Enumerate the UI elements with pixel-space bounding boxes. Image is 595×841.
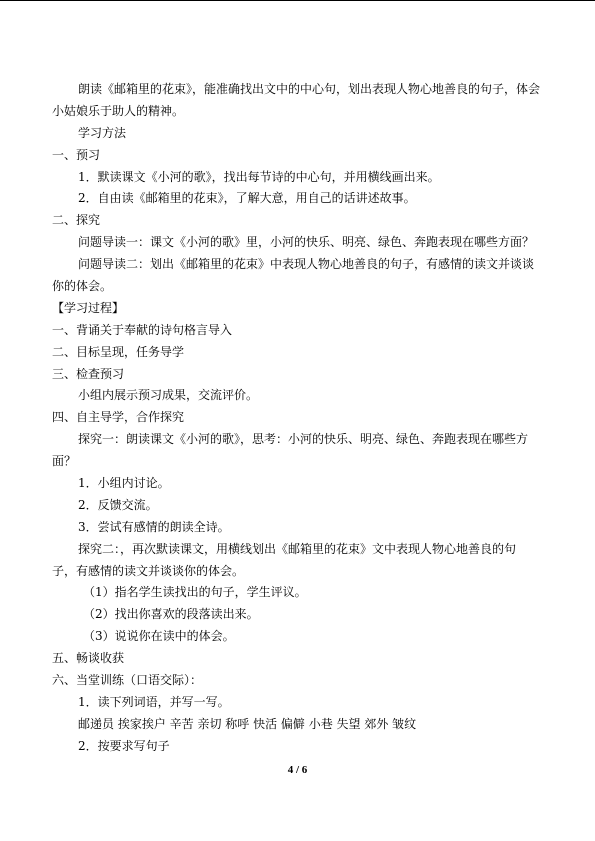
- text-line: 一、背诵关于奉献的诗句格言导入: [52, 322, 233, 337]
- text-line: 三、检查预习: [52, 366, 125, 381]
- text-line: 子，有感情的读文并谈谈你的体会。: [52, 563, 245, 578]
- text-line: 问题导读一：课文《小河的歌》里，小河的快乐、明亮、绿色、奔跑表现在哪些方面？: [78, 235, 535, 250]
- text-line: 2．自由读《邮箱里的花束》，了解大意，用自己的话讲述故事。: [78, 191, 416, 206]
- text-line: 问题导读二：划出《邮箱里的花束》中表现人物心地善良的句子，有感情的读文并谈谈: [78, 257, 535, 272]
- text-line: 2．反馈交流。: [78, 497, 158, 512]
- text-line: 你的体会。: [52, 279, 113, 294]
- text-line: 1．读下列词语，并写一写。: [78, 694, 230, 709]
- text-line: 小姑娘乐于助人的精神。: [52, 103, 185, 118]
- text-line: 【学习过程】: [52, 300, 125, 315]
- text-line: 2．按要求写句子: [78, 738, 170, 753]
- text-line: （1）指名学生读找出的句子，学生评议。: [83, 585, 307, 600]
- text-line: 面？: [52, 454, 77, 469]
- page-number: 4 / 6: [287, 764, 308, 776]
- text-line: 一、预习: [52, 147, 101, 162]
- text-line: （3）说说你在读中的体会。: [83, 629, 235, 644]
- text-line: 二、目标呈现，任务导学: [52, 344, 185, 359]
- text-line: 五、畅谈收获: [52, 651, 125, 666]
- document-body: [52, 79, 552, 758]
- header-rule: [0, 0, 595, 1]
- text-line: 1．默读课文《小河的歌》，找出每节诗的中心句，并用横线画出来。: [78, 169, 440, 184]
- text-line: 六、当堂训练（口语交际）：: [52, 673, 203, 688]
- text-line: 探究一：朗读课文《小河的歌》，思考：小河的快乐、明亮、绿色、奔跑表现在哪些方: [78, 432, 529, 447]
- text-line: （2）找出你喜欢的段落读出来。: [83, 607, 259, 622]
- text-line: 二、探究: [52, 213, 101, 228]
- text-line: 邮递员 挨家挨户 辛苦 亲切 称呼 快活 偏僻 小巷 失望 郊外 皱纹: [78, 716, 417, 731]
- text-line: 四、自主导学，合作探究: [52, 410, 185, 425]
- text-line: 朗读《邮箱里的花束》，能准确找出文中的中心句，划出表现人物心地善良的句子，体会: [78, 82, 541, 96]
- text-line: 1．小组内讨论。: [78, 476, 170, 491]
- text-line: 小组内展示预习成果，交流评价。: [78, 388, 259, 403]
- text-line: 学习方法: [78, 125, 127, 140]
- text-line: 3．尝试有感情的朗读全诗。: [78, 519, 230, 534]
- text-line: 探究二：，再次默读课文，用横线划出《邮箱里的花束》文中表现人物心地善良的句: [78, 541, 517, 556]
